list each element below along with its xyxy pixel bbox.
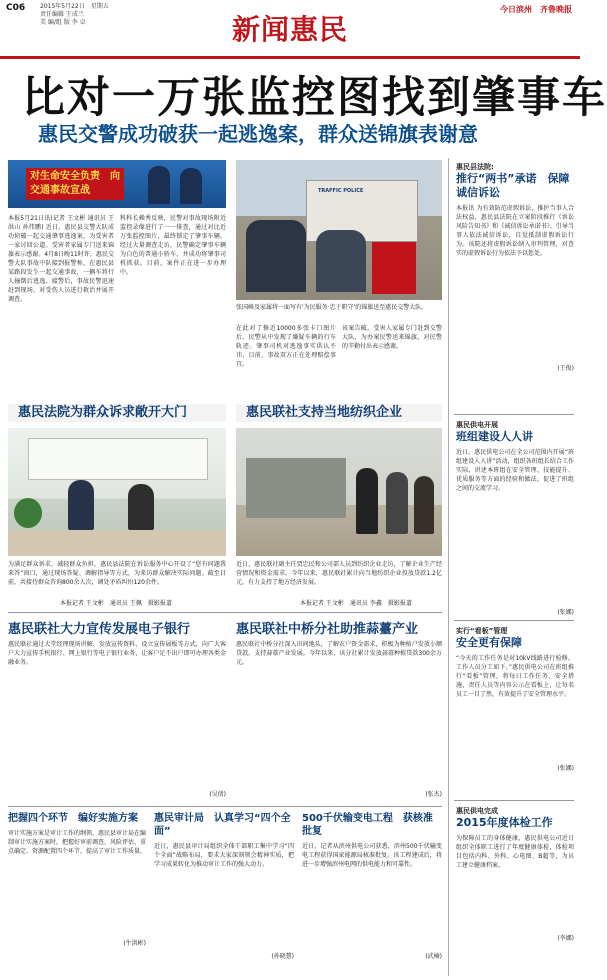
sidebar3-title: 安全更有保障 [456, 636, 522, 649]
sidebar-story-2 [456, 420, 574, 617]
row-divider [8, 612, 442, 613]
audit-author: (牛洪彬) [123, 940, 146, 947]
power-author: (武楠) [425, 953, 442, 960]
person [386, 472, 408, 534]
sidebar-story-1 [456, 162, 574, 373]
court-byline: 本报记者 王文彬 通讯员 王佩 摄影报道 [60, 600, 172, 607]
textile-photo [236, 428, 442, 556]
study-body: 近日，惠民县审计局组织全体干部职工集中学习“四个全面”战略布局，要求大家深刻领会精神实质，把学习成果转化为推动审计工作的强大动力。 [154, 843, 294, 868]
sidebar2-title: 班组建设人人讲 [456, 430, 533, 443]
audit-body: 审计实施方案是审计工作的纲领，惠民县审计局在编制审计实施方案时，把握好审前调查、风险评估、重点确定、资源配置四个环节，提高了审计工作质量。 [8, 830, 147, 855]
person [414, 476, 434, 534]
sidebar1-kicker: 惠民县法院: [456, 163, 494, 171]
textile-body: 近日，惠民联社副主任贾忠民和公司部人员到纺织企业走访，了解企业生产经营情况和资金需求。今年以来，惠民联社累计向当地纺织企业投放贷款1.2亿元，有力支持了地方经济发展。 [236, 561, 442, 586]
sidebar2-kicker: 惠民供电开展 [456, 421, 498, 429]
garlic-body: 惠民联社中桥分社深入田间地头，了解农户资金需求，积极为种植户发放小额贷款，支持蒜薹产业发展。今年以来，该分社累计发放蒜薹种植贷款300余万元。 [236, 641, 442, 666]
sidebar1-body: 本报讯 为有效防范虚假诉讼，推护当事人合法权益，惠民县法院在立案阶段推行《诉讼风险告知书》和《诚信诉讼承诺书》，引导当事人依法诚信诉讼，自觉抵制虚假诉讼行为。该院还将虚假诉讼纳入审判管理，对查实的虚假诉讼行为依法予以惩处。 [456, 205, 574, 257]
audit-story [8, 812, 146, 948]
person [356, 468, 378, 534]
sidebar-rule [448, 158, 449, 976]
header-rule [0, 56, 580, 59]
sidebar3-body: “今天的工作任务是对10kV线路进行检修，工作人员分工如下。”惠民供电公司在班组推行“看板”管理，将每日工作任务、安全措施、责任人员等内容公示在看板上，让每名员工一目了然，有效提升了安全管理水平。 [456, 655, 574, 698]
sidebar2-author: (张娜) [557, 609, 574, 616]
textile-machinery [246, 458, 346, 518]
bank-body: 惠民联社通过大堂经理现场讲解、发放宣传资料、设立宣传展板等方式，向广大客户大力宣传手机银行、网上银行等电子银行业务，让客户足不出户即可办理各类金融业务。 [8, 641, 226, 666]
section-title-textile: 惠民联社支持当地纺织企业 [236, 404, 442, 422]
lead-photo-caption: 张国峰及家属将一面写有'为民服务·忠于职守'的锦旗送至惠民交警大队。 [236, 304, 428, 311]
lead-photo-police-station [236, 160, 442, 300]
page-number: C06 [6, 3, 26, 13]
police-figure [180, 168, 202, 204]
power-title: 500千伏输变电工程 获核准批复 [302, 813, 433, 837]
section-title-court: 惠民法院为群众诉求敞开大门 [8, 404, 226, 422]
audit-title: 把握四个环节 编好实施方案 [8, 813, 138, 824]
power-story [302, 812, 442, 961]
sidebar-story-3 [456, 626, 574, 773]
lead-body-col1: 本报5月21日讯(记者 王文彬 通讯员 王洪山 孙伟鹏) 近日，惠民县交警大队成功侦破一起交通肇事逃逸案，为受害者一家讨回公道。受害者家属专门送来锦旗表示感谢。4月8日晚11时许，惠民交警大队事故中队接到报警称，在惠民县某路段发生一起交通事故，一辆车将行人撞倒后逃逸。接警后，事故民警迅速赶到现场，对受伤人员进行救治并展开调查。 [8, 215, 114, 303]
lead-body-col4: 该案告破。受害人家属专门赶到交警大队，为办案民警送来锦旗，对民警的辛勤付出表示感谢。 [342, 325, 442, 350]
textile-byline: 本报记者 王文彬 通讯员 李鑫 摄影报道 [300, 600, 412, 607]
counter-desk [8, 530, 226, 556]
person-group [316, 230, 366, 292]
court-window [28, 438, 208, 480]
garlic-author: (张杰) [425, 791, 442, 798]
page-header [0, 0, 580, 62]
masthead: 新闻惠民 [232, 13, 349, 46]
lead-body-col3: 在此对了修近10000多张卡口图片后，民警从中发现了嫌疑车辆的行车轨迹。肇事司机对逃逸事实供认不讳，目前，事故双方正在处理赔偿事宜。 [236, 325, 336, 368]
sidebar4-kicker: 惠民供电完成 [456, 807, 498, 815]
lead-photo-banner [8, 160, 226, 208]
sidebar2-body: 近日，惠民供电公司在全公司范围内开展“班组建设人人讲”活动，组织各班组长结合工作实际，讲述本班组在安全管理、技能提升、优质服务等方面的经验和做法，促进了班组之间的交流学习。 [456, 449, 574, 492]
issue-meta [40, 3, 109, 27]
banner-sign-text: 对生命安全负责 向交通事故宣战 [26, 168, 124, 200]
potted-plant [14, 498, 42, 528]
sidebar4-body: 为保障员工的身体健康，惠民供电公司近日组织全体职工进行了年度健康体检，体检项目包括内科、外科、心电图、B超等，为员工建立健康档案。 [456, 835, 574, 869]
garlic-title: 惠民联社中桥分社助推蒜薹产业 [236, 622, 419, 637]
power-body: 近日，记者从滨州供电公司获悉，滨州500千伏输变电工程获得国家能源局核准批复。该工程建成后，将进一步增强滨州电网的供电能力和可靠性。 [302, 843, 442, 868]
sidebar-divider [454, 800, 574, 801]
person-group [246, 220, 306, 292]
paper-name: 今日滨州 齐鲁晚报 [500, 5, 572, 14]
police-figure [148, 166, 170, 204]
design-line: 美 编/组 版 李 卓 [40, 19, 86, 26]
study-title: 惠民审计局 认真学习“四个全面” [154, 813, 291, 837]
person [128, 484, 154, 530]
bank-title: 惠民联社大力宣传发展电子银行 [8, 622, 191, 637]
row-divider [8, 806, 442, 807]
study-author: (孙晓慧) [271, 953, 294, 960]
banner-red [372, 242, 416, 294]
editor-line: 责任编辑 王成兰 [40, 11, 84, 18]
sidebar1-title: 推行“两书”承诺 保障诚信诉讼 [456, 172, 570, 199]
sidebar3-kicker: 实行“看板”管理 [456, 627, 508, 635]
issue-date: 2015年5月22日 星期五 [40, 3, 109, 10]
sidebar-divider [454, 414, 574, 415]
study-story [154, 812, 294, 961]
station-sign: TRAFFIC POLICE [318, 188, 364, 194]
lead-headline: 比对一万张监控图找到肇事车 [22, 73, 607, 123]
person [68, 480, 94, 530]
sidebar3-author: (张娜) [557, 765, 574, 772]
sidebar4-title: 2015年度体检工作 [456, 816, 553, 829]
court-body: 为满足群众诉求，减轻群众负担，惠民县法院在诉讼服务中心开设了“您有问题我来答”窗口，通过现场答疑、调解指导等方式，为来访群众解决实际问题。截至目前，共接待群众咨询800余人次，调处矛盾纠纷120余件。 [8, 561, 226, 586]
sidebar-divider [454, 620, 574, 621]
sidebar1-author: (王俊) [557, 365, 574, 372]
bank-author: (吴倩) [209, 791, 226, 798]
lead-subhead: 惠民交警成功破获一起逃逸案，群众送锦旗表谢意 [38, 122, 478, 146]
court-photo [8, 428, 226, 556]
sidebar4-author: (李娜) [557, 935, 574, 942]
lead-body-col2: 科科长赖秀反映，民警对事故现场附近监控录像进行了一一排查，通过对比近万张监控图片，最终锁定了肇事车辆。经过大量调查走访，民警确定肇事车辆为白色的普通小轿车，并成功将肇事司机抓获。目前，案件正在进一步办理中。 [120, 215, 226, 276]
sidebar-story-4 [456, 806, 574, 943]
